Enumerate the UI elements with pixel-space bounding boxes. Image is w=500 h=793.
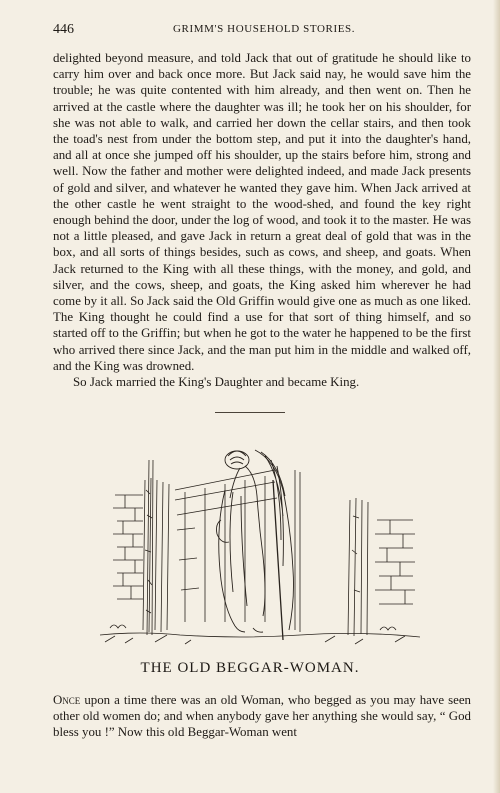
door-post-left	[143, 460, 169, 635]
ground	[100, 625, 420, 644]
brick-wall-left	[113, 495, 143, 599]
running-head: GRIMM'S HOUSEHOLD STORIES.	[173, 23, 356, 35]
opening-text: upon a time there was an old Woman, who begged as you may have seen other old women do; and when anybody gave her anything she would say, “ God bless you !” Now this old Beggar-Woman went	[53, 693, 471, 740]
paragraph: delighted beyond measure, and told Jack that out of gratitude he should like to carry him over and back once more. But Jack said nay, he would save him the trouble; he was quite contented with him already, and then went on. Then he arrived at the castle where the daughter was ill; he took her on his shoulder, for she was not able to walk, and carried her down the cellar stairs, and then took the toad's nest from under the bottom step, and put it into the daughter's hand, and all at once she jumped off his shoulder, up the stairs before him, strong and well. Now the father and mother were delighted indeed, and made Jack presents of gold and silver, and whatever he wanted they gave him. When Jack arrived at the other castle he went straight to the wood-shed, and found the key right enough behind the door, under the log of wood, and took it to the master. He was not a little pleased, and gave Jack in return a great deal of gold that was in the box, and all sorts of things besides, such as cows, and sheep, and goats. When Jack returned to the King with all these things, with the money, and gold, and silver, and the cows, sheep, and goats, the King asked him wherever he had come by it all. So Jack said the Old Griffin would give one as much as one liked. The King thought he could find a use for that sort of thing himself, and so started off to the Griffin; but when he got to the water he happened to be the first who arrived there since Jack, and the man put him in the middle and walked off, and the King was drowned.	[53, 51, 471, 373]
old-beggar-woman-illustration	[95, 420, 425, 650]
page-header	[53, 20, 453, 40]
page-number: 446	[53, 22, 74, 37]
door-post-right	[295, 470, 368, 636]
story-opening-paragraph	[53, 692, 471, 741]
paragraph-ending: So Jack married the King's Daughter and became King.	[73, 375, 360, 390]
section-divider	[215, 412, 285, 413]
brick-wall-right	[375, 520, 415, 604]
opening-word: Once	[53, 693, 81, 707]
story-title: THE OLD BEGGAR-WOMAN.	[140, 660, 360, 676]
beggar-woman-figure	[217, 450, 294, 640]
previous-story-text	[53, 50, 471, 390]
page-edge-shadow	[493, 0, 500, 793]
